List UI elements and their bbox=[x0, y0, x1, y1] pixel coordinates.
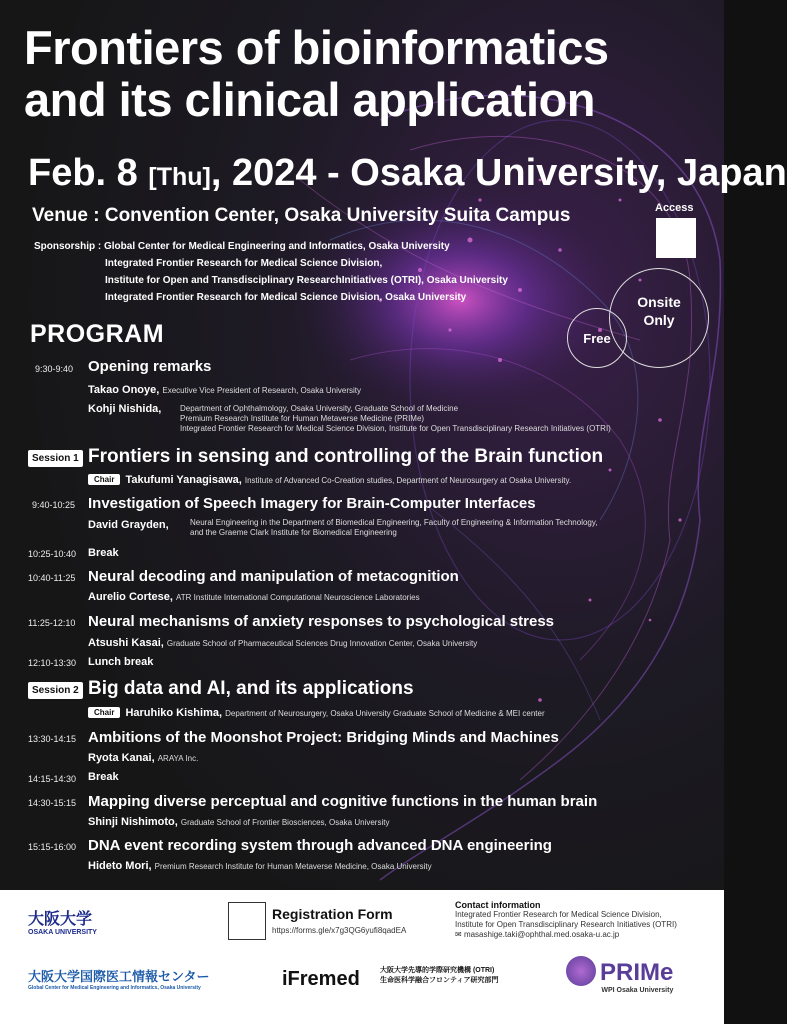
aff-line: Neural Engineering in the Department of Biomedical Engineering, Faculty of Engineering & Information Technology, bbox=[190, 518, 598, 527]
affiliation-grayden bbox=[190, 518, 598, 538]
aff-line: Integrated Frontier Research for Medical Science Division, Institute for Open Transdisciplinary Research Initiatives (OTRI) bbox=[180, 424, 611, 433]
prime-sub: WPI Osaka University bbox=[601, 987, 674, 994]
time-talk1: 9:40-10:25 bbox=[32, 500, 76, 510]
session2-badge: Session 2 bbox=[28, 682, 83, 699]
affiliation-nishida bbox=[180, 404, 611, 434]
title-line-1: Frontiers of bioinformatics bbox=[24, 21, 609, 74]
contact-info bbox=[455, 900, 677, 940]
time-talk5: 14:30-15:15 bbox=[28, 798, 77, 808]
time-talk4: 13:30-14:15 bbox=[28, 734, 77, 744]
title-opening: Opening remarks bbox=[88, 358, 212, 375]
osaka-logo-en: OSAKA UNIVERSITY bbox=[28, 929, 97, 936]
prime-word: PRIMe bbox=[600, 959, 674, 986]
time-opening: 9:30-9:40 bbox=[35, 364, 74, 374]
speaker-affiliation: Graduate School of Pharmaceutical Sciences Drug Innovation Center, Osaka University bbox=[166, 639, 478, 648]
aff-line: and the Graeme Clark Institute for Biomedical Engineering bbox=[190, 528, 397, 537]
speaker-kanai bbox=[88, 752, 198, 764]
title-line-2: and its clinical application bbox=[24, 73, 596, 126]
event-title bbox=[24, 22, 714, 126]
contact-line: Integrated Frontier Research for Medical Science Division, bbox=[455, 910, 662, 919]
break1-label: Break bbox=[88, 547, 119, 559]
access-qr-code[interactable] bbox=[656, 218, 696, 258]
speaker-grayden: David Grayden, bbox=[88, 519, 169, 531]
title-talk3: Neural mechanisms of anxiety responses to psychological stress bbox=[88, 613, 555, 630]
speaker-name: Aurelio Cortese, bbox=[88, 591, 173, 603]
chair-name: Takufumi Yanagisawa, bbox=[125, 474, 242, 486]
event-date bbox=[28, 152, 787, 195]
time-talk3: 11:25-12:10 bbox=[28, 618, 76, 628]
speaker-kasai bbox=[88, 637, 477, 649]
speaker-cortese bbox=[88, 591, 420, 603]
title-talk1: Investigation of Speech Imagery for Brain-Computer Interfaces bbox=[88, 495, 536, 512]
contact-heading: Contact information bbox=[455, 900, 541, 910]
lunch-label: Lunch break bbox=[88, 656, 154, 668]
session2-chair bbox=[88, 707, 545, 719]
ifremed-jp-line: 生命医科学融合フロンティア研究部門 bbox=[380, 977, 499, 984]
osaka-university-logo bbox=[28, 906, 97, 936]
time-break2: 14:15-14:30 bbox=[28, 774, 77, 784]
mei-logo-en: Global Center for Medical Engineering and Informatics, Osaka University bbox=[28, 985, 201, 991]
contact-line: Institute for Open Transdisciplinary Research Initiatives (OTRI) bbox=[455, 920, 677, 929]
contact-email-link[interactable] bbox=[455, 930, 677, 940]
date-main: Feb. 8 bbox=[28, 152, 149, 194]
time-break1: 10:25-10:40 bbox=[28, 549, 77, 559]
speaker-affiliation: Executive Vice President of Research, Osaka University bbox=[162, 386, 361, 395]
mei-center-logo bbox=[28, 966, 209, 991]
prime-globe-icon bbox=[566, 956, 596, 986]
chair-badge: Chair bbox=[88, 707, 120, 718]
speaker-nishimoto bbox=[88, 816, 389, 828]
osaka-logo-jp: 大阪大学 bbox=[28, 911, 93, 928]
time-talk2: 10:40-11:25 bbox=[28, 573, 76, 583]
sponsorship-line: Integrated Frontier Research for Medical Science Division, bbox=[105, 258, 383, 269]
speaker-name: Takao Onoye, bbox=[88, 384, 160, 396]
speaker-affiliation: ARAYA Inc. bbox=[157, 754, 199, 763]
registration-qr-code[interactable] bbox=[228, 902, 266, 940]
aff-line: Premium Research Institute for Human Metaverse Medicine (PRIMe) bbox=[180, 414, 425, 423]
session2-title: Big data and AI, and its applications bbox=[88, 678, 414, 699]
free-badge: Free bbox=[567, 308, 627, 368]
registration-url-link[interactable]: https://forms.gle/x7g3QG6yufi8qadEA bbox=[272, 926, 407, 935]
speaker-name: Atsushi Kasai, bbox=[88, 637, 164, 649]
registration-title: Registration Form bbox=[272, 906, 393, 922]
access-label: Access bbox=[655, 202, 694, 214]
speaker-onoye bbox=[88, 384, 361, 396]
time-lunch: 12:10-13:30 bbox=[28, 658, 77, 668]
title-talk2: Neural decoding and manipulation of metacognition bbox=[88, 568, 459, 585]
aff-line: Department of Ophthalmology, Osaka University, Graduate School of Medicine bbox=[180, 404, 459, 413]
ifremed-logo: iFremed bbox=[282, 968, 360, 990]
sponsorship-line: Sponsorship : Global Center for Medical Engineering and Informatics, Osaka University bbox=[34, 241, 450, 252]
sponsorship-line: Integrated Frontier Research for Medical Science Division, Osaka University bbox=[105, 292, 467, 303]
title-talk4: Ambitions of the Moonshot Project: Bridging Minds and Machines bbox=[88, 729, 559, 746]
break2-label: Break bbox=[88, 771, 119, 783]
footer bbox=[0, 890, 724, 1024]
sponsorship bbox=[34, 238, 508, 306]
onsite-line1: Onsite bbox=[637, 294, 681, 310]
onsite-only-badge bbox=[609, 268, 709, 368]
time-talk6: 15:15-16:00 bbox=[28, 842, 77, 852]
speaker-name: Ryota Kanai, bbox=[88, 752, 155, 764]
prime-logo bbox=[566, 956, 673, 994]
session1-title: Frontiers in sensing and controlling of the Brain function bbox=[88, 446, 604, 467]
ifremed-jp-text bbox=[380, 966, 498, 986]
speaker-affiliation: ATR Institute International Computational Neuroscience Laboratories bbox=[176, 593, 420, 602]
chair-name: Haruhiko Kishima, bbox=[125, 707, 223, 719]
title-talk6: DNA event recording system through advanced DNA engineering bbox=[88, 837, 552, 854]
session1-badge: Session 1 bbox=[28, 450, 83, 467]
speaker-mori bbox=[88, 860, 432, 872]
speaker-name: Hideto Mori, bbox=[88, 860, 152, 872]
chair-affiliation: Institute of Advanced Co-Creation studies, Department of Neurosurgery at Osaka University. bbox=[244, 476, 572, 485]
mail-icon: ✉ bbox=[455, 930, 462, 939]
date-day: [Thu] bbox=[148, 163, 211, 191]
speaker-affiliation: Premium Research Institute for Human Metaverse Medicine, Osaka University bbox=[154, 862, 432, 871]
speaker-name: Shinji Nishimoto, bbox=[88, 816, 178, 828]
title-talk5: Mapping diverse perceptual and cognitive functions in the human brain bbox=[88, 793, 598, 810]
ifremed-jp-line: 大阪大学先導的学際研究機構 (OTRI) bbox=[380, 967, 495, 974]
speaker-affiliation: Graduate School of Frontier Biosciences, Osaka University bbox=[180, 818, 390, 827]
session1-chair bbox=[88, 474, 571, 486]
mei-logo-jp: 大阪大学国際医工情報センター bbox=[28, 969, 210, 984]
venue: Venue : Convention Center, Osaka University Suita Campus bbox=[32, 205, 571, 226]
date-rest: , 2024 - Osaka University, Japan bbox=[210, 152, 787, 194]
onsite-line2: Only bbox=[643, 312, 675, 328]
sponsorship-line: Institute for Open and Transdisciplinary ResearchInitiatives (OTRI), Osaka University bbox=[105, 275, 508, 286]
speaker-nishida: Kohji Nishida, bbox=[88, 403, 162, 415]
chair-affiliation: Department of Neurosurgery, Osaka University Graduate School of Medicine & MEI center bbox=[225, 709, 545, 718]
chair-badge: Chair bbox=[88, 474, 120, 485]
contact-email: masashige.taki@ophthal.med.osaka-u.ac.jp bbox=[463, 930, 620, 939]
program-heading: PROGRAM bbox=[30, 320, 165, 348]
